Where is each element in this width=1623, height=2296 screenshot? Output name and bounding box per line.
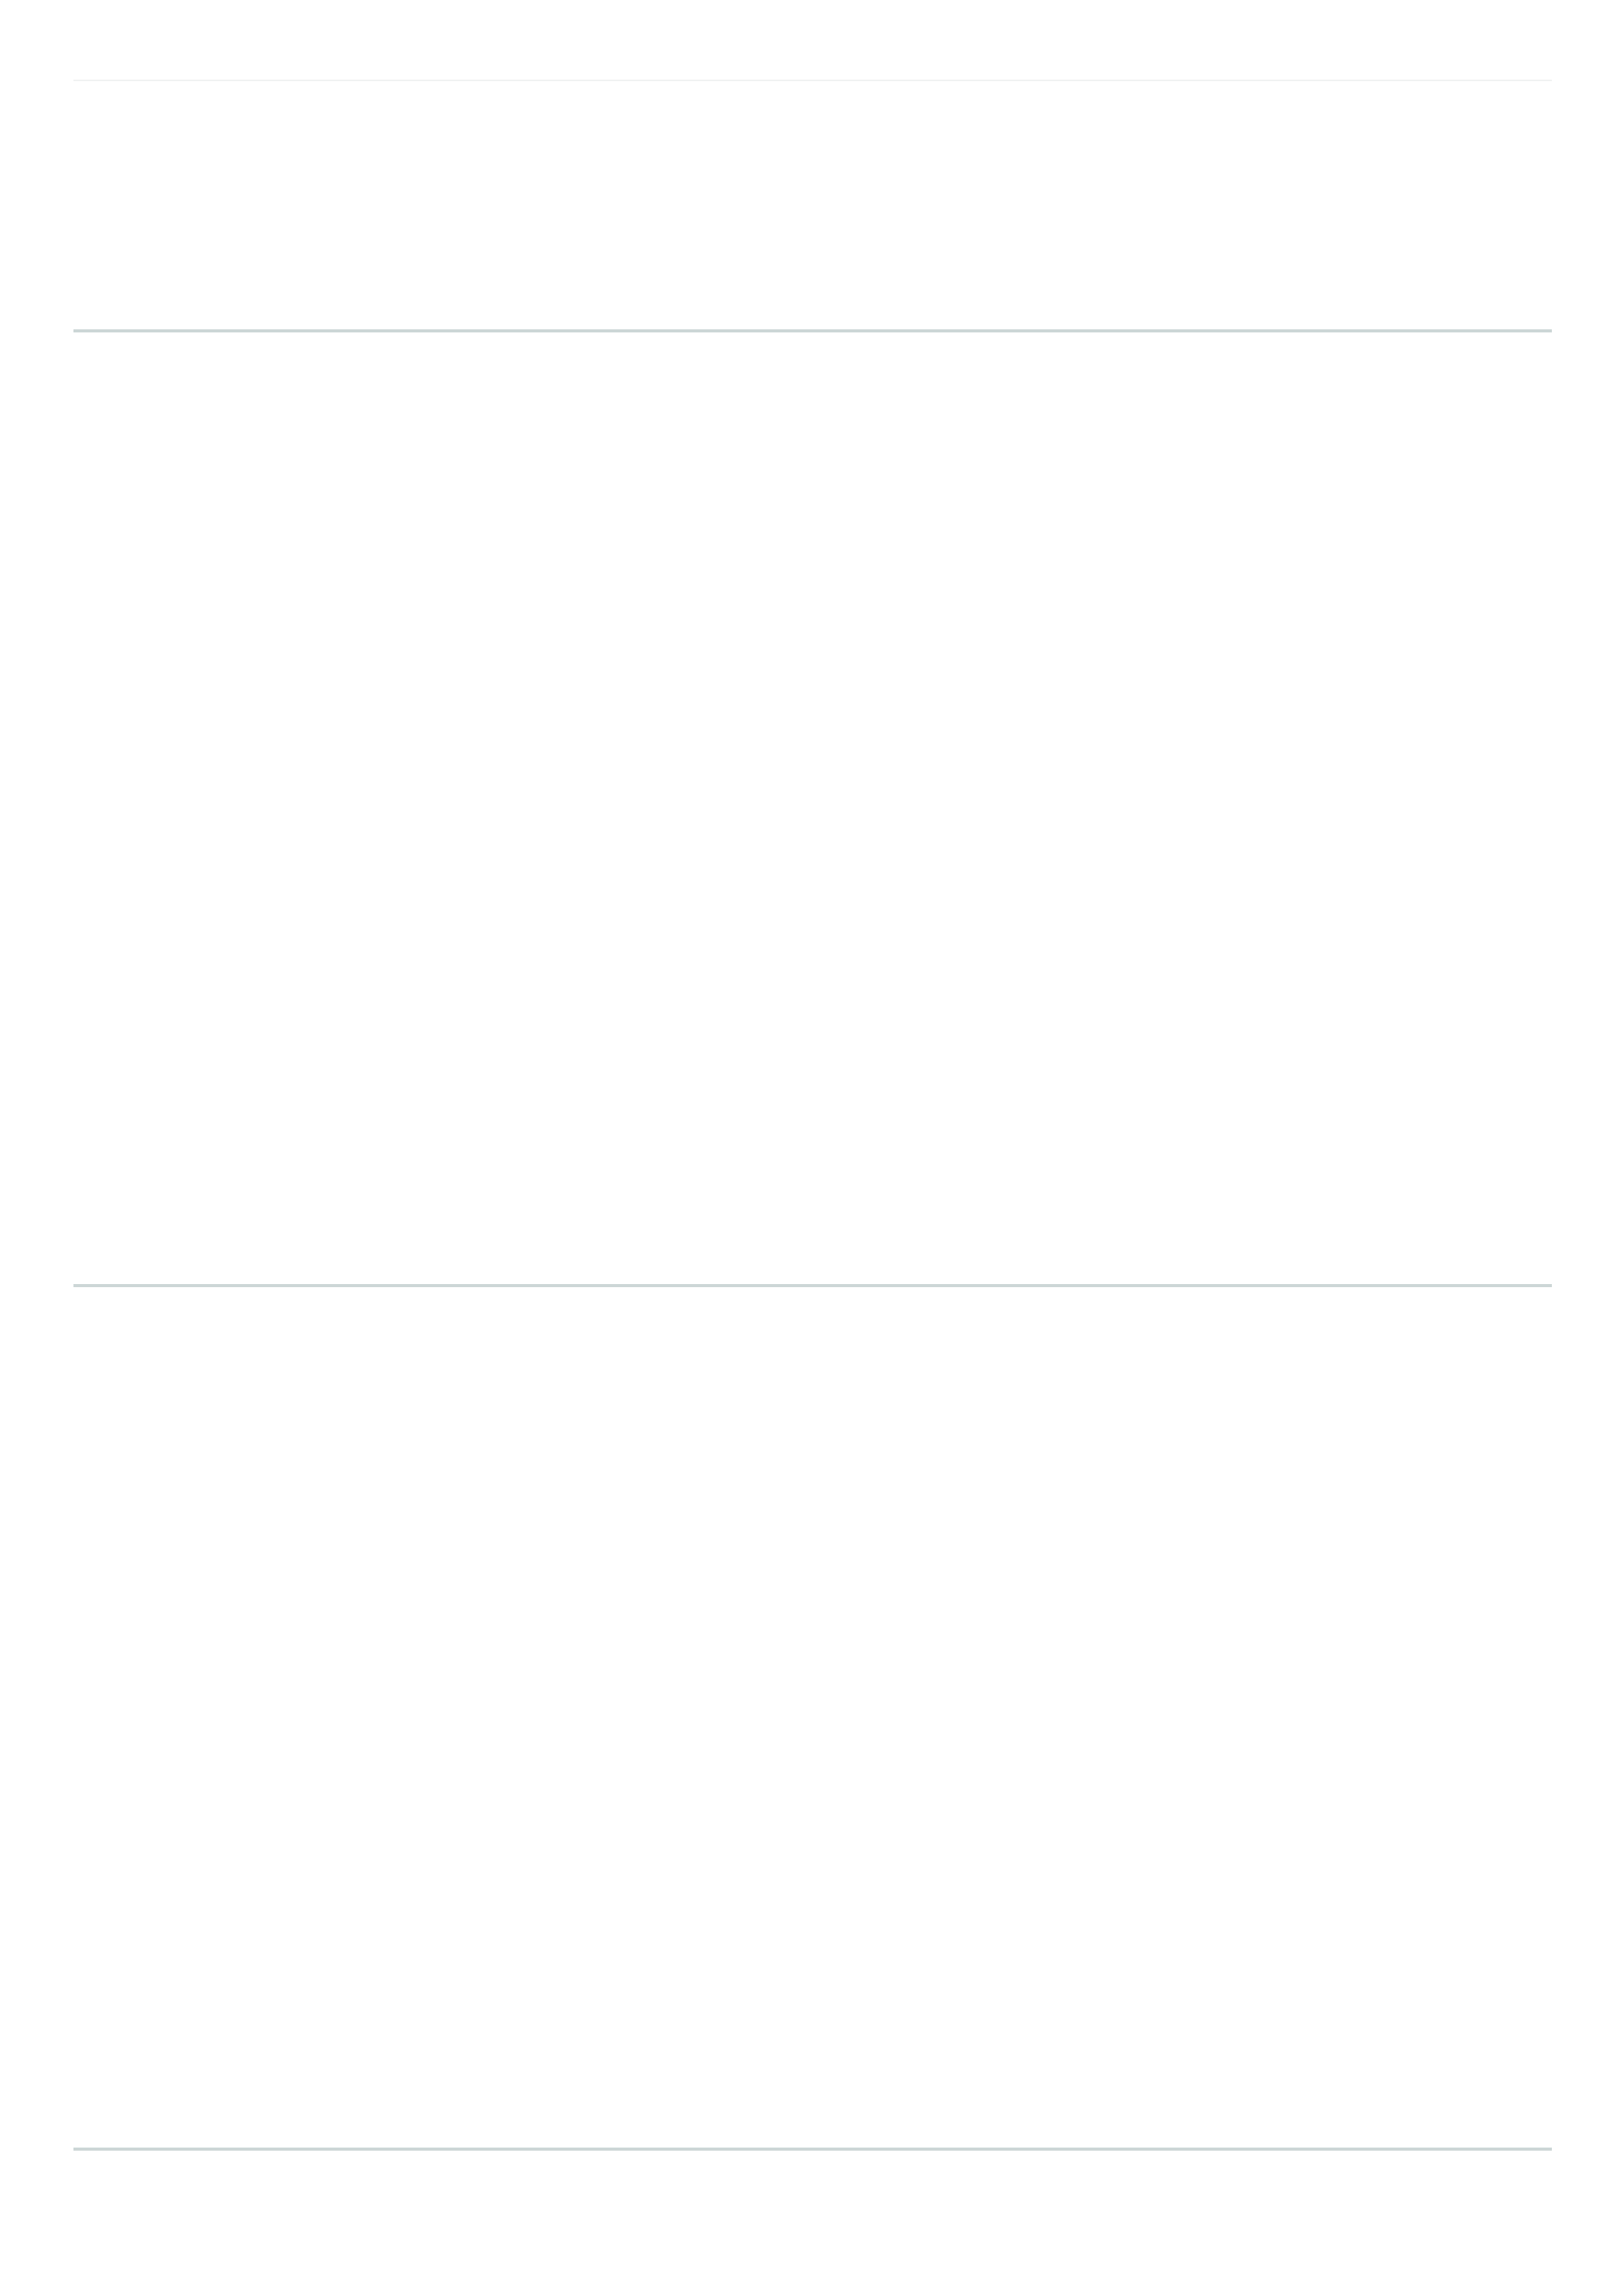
section-electrical-properties — [73, 274, 1552, 332]
section-thermal-properties — [73, 1229, 1552, 1287]
section-header — [73, 274, 1552, 332]
table-continuation — [73, 80, 1552, 81]
footer-divider — [73, 2148, 1552, 2151]
section-header — [73, 1229, 1552, 1287]
footer-accent-bar — [73, 2282, 1552, 2292]
